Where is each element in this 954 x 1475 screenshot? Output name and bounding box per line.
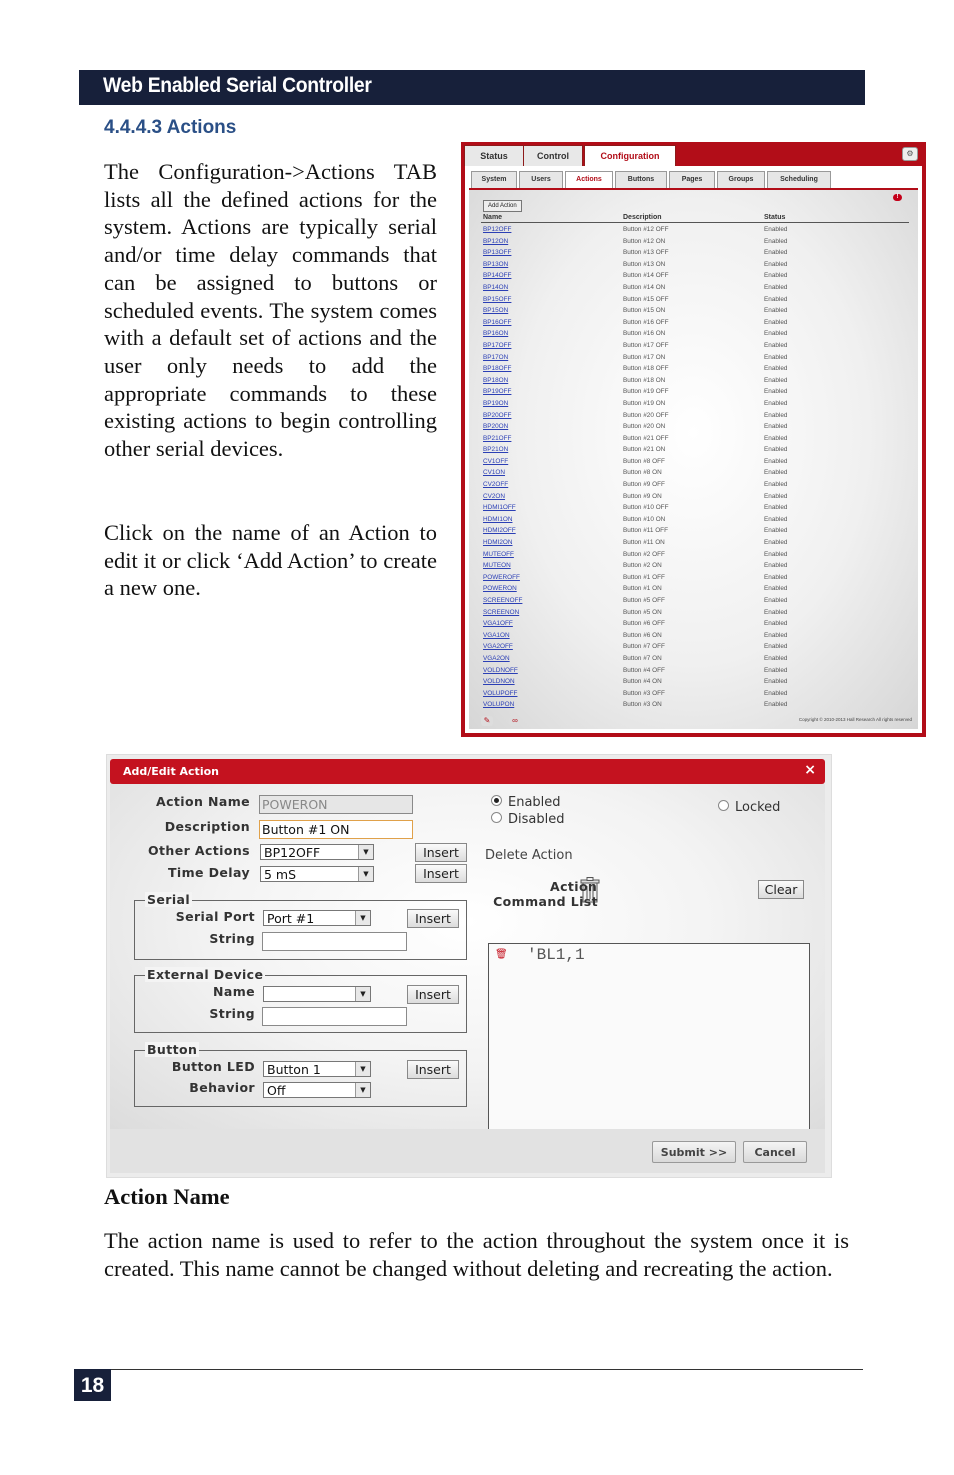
col-description: Description bbox=[623, 214, 662, 221]
table-row bbox=[483, 688, 913, 700]
footer-bar bbox=[469, 713, 918, 729]
action-status: Enabled bbox=[764, 457, 788, 465]
insert-delay-button[interactable]: Insert bbox=[415, 864, 467, 883]
action-description: Button #18 OFF bbox=[623, 365, 669, 373]
behavior-label: Behavior bbox=[189, 1080, 255, 1095]
chevron-down-icon[interactable]: ▼ bbox=[355, 987, 370, 1001]
close-icon[interactable]: × bbox=[804, 762, 816, 778]
action-name-link[interactable]: POWEROFF bbox=[483, 573, 520, 581]
copyright: Copyright © 2010-2013 Hall Research All rights reserved bbox=[798, 717, 912, 722]
table-row bbox=[483, 467, 913, 479]
action-status: Enabled bbox=[764, 678, 788, 686]
action-description: Button #5 ON bbox=[623, 608, 662, 616]
table-row bbox=[483, 699, 913, 711]
action-description: Button #7 OFF bbox=[623, 643, 665, 651]
command-list-box[interactable] bbox=[488, 943, 810, 1137]
action-status: Enabled bbox=[764, 573, 788, 581]
action-description: Button #8 ON bbox=[623, 469, 662, 477]
action-description: Button #18 ON bbox=[623, 376, 666, 384]
action-description: Button #2 ON bbox=[623, 562, 662, 570]
table-row bbox=[483, 537, 913, 549]
action-description: Button #21 OFF bbox=[623, 434, 669, 442]
action-name-link[interactable]: BP16ON bbox=[483, 330, 509, 338]
insert-serial-button[interactable]: Insert bbox=[407, 909, 459, 928]
table-row bbox=[483, 236, 913, 248]
button-led-label: Button LED bbox=[171, 1059, 255, 1074]
action-name-link[interactable]: CV1ON bbox=[483, 469, 506, 477]
serial-legend: Serial bbox=[147, 892, 191, 907]
header-bar bbox=[79, 70, 865, 105]
action-status: Enabled bbox=[764, 365, 788, 373]
action-status: Enabled bbox=[764, 260, 788, 268]
radio-selected-icon[interactable] bbox=[491, 795, 502, 806]
action-status: Enabled bbox=[764, 620, 788, 628]
action-description: Button #3 OFF bbox=[623, 689, 665, 697]
action-status: Enabled bbox=[764, 585, 788, 593]
action-status: Enabled bbox=[764, 689, 788, 697]
action-name-link[interactable]: BP15OFF bbox=[483, 295, 512, 303]
action-status: Enabled bbox=[764, 330, 788, 338]
action-name-link[interactable]: BP18ON bbox=[483, 376, 509, 384]
action-status: Enabled bbox=[764, 550, 788, 558]
action-description: Button #9 OFF bbox=[623, 481, 665, 489]
action-status: Enabled bbox=[764, 318, 788, 326]
subtab-pages[interactable]: Pages bbox=[669, 171, 715, 188]
action-description: Button #16 OFF bbox=[623, 318, 669, 326]
action-status: Enabled bbox=[764, 492, 788, 500]
action-status: Enabled bbox=[764, 295, 788, 303]
radio-icon[interactable] bbox=[718, 800, 729, 811]
table-row bbox=[483, 328, 913, 340]
action-description: Button #6 ON bbox=[623, 631, 662, 639]
alert-icon[interactable]: ! bbox=[893, 194, 902, 201]
action-name-link[interactable]: BP14OFF bbox=[483, 272, 512, 280]
submit-button[interactable]: Submit >> bbox=[652, 1141, 736, 1163]
action-status: Enabled bbox=[764, 434, 788, 442]
locked-radio[interactable] bbox=[718, 800, 780, 815]
table-row bbox=[483, 456, 913, 468]
tab-configuration[interactable]: Configuration bbox=[584, 145, 676, 168]
action-status: Enabled bbox=[764, 353, 788, 361]
action-name-link[interactable]: BP12ON bbox=[483, 237, 509, 245]
table-row bbox=[483, 618, 913, 630]
action-name-link[interactable]: BP15ON bbox=[483, 307, 509, 315]
action-name-link[interactable]: BP16OFF bbox=[483, 318, 512, 326]
action-name-link[interactable]: SCREENOFF bbox=[483, 597, 523, 604]
action-description: Button #20 OFF bbox=[623, 411, 669, 419]
button-led-select[interactable] bbox=[263, 1061, 371, 1077]
behavior-value: Off bbox=[267, 1083, 286, 1098]
serial-port-select[interactable] bbox=[263, 910, 371, 926]
command-list-label-2: Command List bbox=[493, 894, 598, 909]
action-description: Button #19 ON bbox=[623, 399, 666, 407]
action-name-link[interactable]: BP13OFF bbox=[483, 249, 512, 257]
link-icon[interactable]: ∞ bbox=[509, 716, 521, 726]
action-name-link[interactable]: BP20OFF bbox=[483, 411, 512, 419]
action-name-link[interactable]: VGA1ON bbox=[483, 631, 510, 639]
serial-fieldset bbox=[134, 892, 467, 960]
footer-rule bbox=[111, 1369, 863, 1370]
action-description: Button #17 OFF bbox=[623, 341, 669, 349]
table-row bbox=[483, 444, 913, 456]
chevron-down-icon[interactable]: ▼ bbox=[358, 845, 373, 859]
description-label: Description bbox=[164, 819, 250, 834]
command-item[interactable]: 'BL1,1 bbox=[527, 946, 585, 964]
action-description: Button #4 ON bbox=[623, 678, 662, 686]
page-number: 18 bbox=[74, 1369, 111, 1401]
action-name-link[interactable]: BP12OFF bbox=[483, 226, 512, 233]
action-status: Enabled bbox=[764, 283, 788, 291]
config-panel bbox=[465, 166, 922, 733]
action-name-link[interactable]: BP19OFF bbox=[483, 388, 512, 396]
other-actions-label: Other Actions bbox=[148, 843, 250, 858]
action-name-link[interactable]: BP19ON bbox=[483, 399, 509, 407]
table-row bbox=[483, 653, 913, 665]
action-name-link[interactable]: VOLUPOFF bbox=[483, 689, 518, 697]
action-name-link[interactable]: BP18OFF bbox=[483, 365, 512, 373]
action-description: Button #1 OFF bbox=[623, 573, 665, 581]
action-description: Button #19 OFF bbox=[623, 388, 669, 396]
enabled-radio[interactable] bbox=[491, 795, 561, 810]
action-name-link[interactable]: BP14ON bbox=[483, 283, 509, 291]
action-status: Enabled bbox=[764, 666, 788, 674]
action-name-link[interactable]: VOLDNOFF bbox=[483, 666, 518, 674]
other-actions-value: BP12OFF bbox=[264, 845, 321, 860]
action-status: Enabled bbox=[764, 701, 788, 709]
action-status: Enabled bbox=[764, 376, 788, 384]
action-name-link[interactable]: SCREENON bbox=[483, 608, 520, 616]
action-status: Enabled bbox=[764, 411, 788, 419]
table-row bbox=[483, 421, 913, 433]
action-name-link[interactable]: VGA2OFF bbox=[483, 643, 513, 651]
table-row bbox=[483, 676, 913, 688]
action-description: Button #20 ON bbox=[623, 423, 666, 431]
action-description: Button #6 OFF bbox=[623, 620, 665, 628]
action-name-link[interactable]: VOLDNON bbox=[483, 678, 515, 686]
subtab-users[interactable]: Users bbox=[519, 171, 563, 188]
table-row bbox=[483, 560, 913, 572]
action-status: Enabled bbox=[764, 631, 788, 639]
table-row bbox=[483, 479, 913, 491]
action-name-link[interactable]: MUTEON bbox=[483, 562, 511, 570]
table-row bbox=[483, 270, 913, 282]
time-delay-select[interactable] bbox=[260, 866, 374, 882]
col-name: Name bbox=[483, 214, 503, 221]
clear-button[interactable]: Clear bbox=[758, 880, 804, 899]
action-name-link[interactable]: BP17ON bbox=[483, 353, 509, 361]
external-name-label: Name bbox=[213, 984, 255, 999]
serial-port-value: Port #1 bbox=[267, 911, 315, 926]
enabled-label: Enabled bbox=[508, 795, 561, 810]
action-name-link[interactable]: HDMI2ON bbox=[483, 539, 513, 547]
wrench-icon[interactable]: ✎ bbox=[481, 716, 493, 726]
locked-label: Locked bbox=[735, 800, 781, 815]
subtab-system[interactable]: System bbox=[471, 171, 517, 188]
document-title: Web Enabled Serial Controller bbox=[103, 74, 372, 97]
action-name-link[interactable]: BP13ON bbox=[483, 260, 509, 268]
action-status: Enabled bbox=[764, 423, 788, 431]
action-status: Enabled bbox=[764, 527, 788, 535]
action-status: Enabled bbox=[764, 481, 788, 489]
action-name-link[interactable]: HDMI2OFF bbox=[483, 527, 516, 535]
table-row bbox=[483, 352, 913, 364]
radio-icon[interactable] bbox=[491, 812, 502, 823]
disabled-radio[interactable] bbox=[491, 812, 564, 827]
command-list-label-1: Action bbox=[550, 879, 598, 894]
subtab-scheduling[interactable]: Scheduling bbox=[767, 171, 831, 188]
action-name-link[interactable]: HDMI1ON bbox=[483, 515, 513, 523]
action-name-link[interactable]: CV2ON bbox=[483, 492, 506, 500]
action-status: Enabled bbox=[764, 446, 788, 454]
table-row bbox=[483, 491, 913, 503]
action-description: Button #7 ON bbox=[623, 654, 662, 662]
description-input[interactable]: Button #1 ON bbox=[259, 820, 413, 839]
action-description: Button #12 OFF bbox=[623, 226, 669, 233]
action-name-link[interactable]: CV1OFF bbox=[483, 457, 509, 465]
dialog-footer bbox=[110, 1129, 825, 1173]
action-name-link[interactable]: CV2OFF bbox=[483, 481, 509, 489]
action-description: Button #11 OFF bbox=[623, 527, 668, 535]
table-row bbox=[483, 502, 913, 514]
insert-other-action-button[interactable]: Insert bbox=[415, 843, 467, 862]
action-status: Enabled bbox=[764, 272, 788, 280]
table-row bbox=[483, 305, 913, 317]
serial-port-label: Serial Port bbox=[175, 909, 255, 924]
external-fieldset bbox=[134, 967, 467, 1033]
table-row bbox=[483, 317, 913, 329]
instruction-paragraph: Click on the name of an Action to edit it or click ‘Add Action’ to create a new one. bbox=[104, 520, 437, 601]
action-description: Button #21 ON bbox=[623, 446, 666, 454]
table-row bbox=[483, 583, 913, 595]
action-description: Button #16 ON bbox=[623, 330, 666, 338]
table-row bbox=[483, 665, 913, 677]
insert-external-button[interactable]: Insert bbox=[407, 985, 459, 1004]
action-description: Button #10 OFF bbox=[623, 504, 669, 512]
table-row bbox=[483, 607, 913, 619]
chevron-down-icon[interactable]: ▼ bbox=[355, 911, 370, 925]
col-status: Status bbox=[764, 214, 786, 221]
action-description: Button #10 ON bbox=[623, 515, 666, 523]
table-row bbox=[483, 386, 913, 398]
action-description: Button #4 OFF bbox=[623, 666, 665, 674]
action-status: Enabled bbox=[764, 654, 788, 662]
action-description: Button #12 ON bbox=[623, 237, 666, 245]
action-description: Button #2 OFF bbox=[623, 550, 665, 558]
actions-screenshot bbox=[461, 142, 926, 737]
external-name-select[interactable] bbox=[263, 986, 371, 1002]
time-delay-value: 5 mS bbox=[264, 867, 297, 882]
settings-icon[interactable]: ⚙ bbox=[902, 147, 918, 161]
button-led-value: Button 1 bbox=[267, 1062, 321, 1077]
external-string-input[interactable] bbox=[262, 1007, 407, 1026]
table-row bbox=[483, 259, 913, 271]
action-status: Enabled bbox=[764, 237, 788, 245]
delete-command-icon[interactable]: 🗑 bbox=[495, 949, 508, 960]
action-name-paragraph: The action name is used to refer to the action throughout the system once it is created. This name cannot be changed without deleting and recreating the action. bbox=[104, 1228, 849, 1281]
add-edit-dialog bbox=[106, 754, 832, 1178]
action-status: Enabled bbox=[764, 515, 788, 523]
action-name-link[interactable]: MUTEOFF bbox=[483, 550, 514, 558]
table-row bbox=[483, 410, 913, 422]
action-description: Button #15 OFF bbox=[623, 295, 669, 303]
serial-string-label: String bbox=[209, 931, 255, 946]
action-name-label: Action Name bbox=[156, 794, 250, 809]
action-status: Enabled bbox=[764, 539, 788, 547]
intro-paragraph: The Configuration->Actions TAB lists all the defined actions for the system. Actions are typically serial and/or time delay commands that can be assigned to buttons or scheduled events. The system comes with a default set of actions and the user only needs to add the appropriate commands to these existing actions to begin controlling other serial devices. bbox=[104, 159, 437, 462]
table-row bbox=[483, 282, 913, 294]
chevron-down-icon[interactable]: ▼ bbox=[358, 867, 373, 881]
action-name-link[interactable]: BP20ON bbox=[483, 423, 509, 431]
action-status: Enabled bbox=[764, 341, 788, 349]
button-legend: Button bbox=[147, 1042, 198, 1057]
action-description: Button #15 ON bbox=[623, 307, 666, 315]
table-row bbox=[483, 340, 913, 352]
action-description: Button #13 OFF bbox=[623, 249, 669, 257]
table-row bbox=[483, 572, 913, 584]
action-description: Button #3 ON bbox=[623, 701, 662, 709]
table-row bbox=[483, 398, 913, 410]
button-fieldset bbox=[134, 1042, 467, 1107]
actions-list bbox=[483, 224, 913, 711]
table-header-line bbox=[481, 222, 909, 223]
action-description: Button #8 OFF bbox=[623, 457, 665, 465]
table-row bbox=[483, 294, 913, 306]
action-name-link[interactable]: BP21ON bbox=[483, 446, 509, 454]
add-action-button[interactable]: Add Action bbox=[483, 200, 522, 212]
table-row bbox=[483, 363, 913, 375]
action-status: Enabled bbox=[764, 388, 788, 396]
other-actions-select[interactable] bbox=[260, 844, 374, 860]
action-description: Button #9 ON bbox=[623, 492, 662, 500]
cancel-button[interactable]: Cancel bbox=[743, 1141, 807, 1163]
table-row bbox=[483, 224, 913, 236]
table-row bbox=[483, 525, 913, 537]
action-name-link[interactable]: VGA2ON bbox=[483, 654, 510, 662]
chevron-down-icon[interactable]: ▼ bbox=[355, 1062, 370, 1076]
tab-status[interactable]: Status bbox=[464, 145, 524, 166]
action-status: Enabled bbox=[764, 562, 788, 570]
table-row bbox=[483, 514, 913, 526]
time-delay-label: Time Delay bbox=[167, 865, 250, 880]
action-name-link[interactable]: POWERON bbox=[483, 585, 517, 593]
action-status: Enabled bbox=[764, 597, 788, 604]
action-status: Enabled bbox=[764, 643, 788, 651]
dialog-title: Add/Edit Action bbox=[123, 765, 219, 778]
actions-content bbox=[469, 190, 918, 729]
action-description: Button #1 ON bbox=[623, 585, 662, 593]
action-status: Enabled bbox=[764, 504, 788, 512]
action-name-link[interactable]: VGA1OFF bbox=[483, 620, 513, 628]
subtab-groups[interactable]: Groups bbox=[717, 171, 765, 188]
action-status: Enabled bbox=[764, 608, 788, 616]
dialog-header bbox=[110, 759, 825, 784]
action-status: Enabled bbox=[764, 399, 788, 407]
action-name-link[interactable]: BP21OFF bbox=[483, 434, 512, 442]
action-description: Button #11 ON bbox=[623, 539, 665, 547]
table-row bbox=[483, 595, 913, 607]
external-string-label: String bbox=[209, 1006, 255, 1021]
action-status: Enabled bbox=[764, 226, 788, 233]
action-description: Button #14 ON bbox=[623, 283, 666, 291]
action-name-input[interactable]: POWERON bbox=[259, 795, 413, 814]
table-row bbox=[483, 549, 913, 561]
action-name-link[interactable]: VOLUPON bbox=[483, 701, 515, 709]
insert-button-button[interactable]: Insert bbox=[407, 1060, 459, 1079]
behavior-select[interactable] bbox=[263, 1082, 371, 1098]
action-status: Enabled bbox=[764, 307, 788, 315]
tab-control[interactable]: Control bbox=[523, 145, 583, 166]
serial-string-input[interactable] bbox=[262, 932, 407, 951]
table-row bbox=[483, 630, 913, 642]
subtab-actions[interactable]: Actions bbox=[565, 171, 613, 189]
action-description: Button #14 OFF bbox=[623, 272, 669, 280]
chevron-down-icon[interactable]: ▼ bbox=[355, 1083, 370, 1097]
action-description: Button #17 ON bbox=[623, 353, 666, 361]
table-row bbox=[483, 641, 913, 653]
action-status: Enabled bbox=[764, 469, 788, 477]
dialog-body bbox=[110, 784, 825, 1129]
action-description: Button #13 ON bbox=[623, 260, 666, 268]
action-description: Button #5 OFF bbox=[623, 597, 665, 604]
action-status: Enabled bbox=[764, 249, 788, 257]
table-row bbox=[483, 375, 913, 387]
disabled-label: Disabled bbox=[508, 812, 565, 827]
external-legend: External Device bbox=[147, 967, 264, 982]
action-name-link[interactable]: BP17OFF bbox=[483, 341, 512, 349]
section-heading: 4.4.4.3 Actions bbox=[104, 117, 237, 138]
action-name-heading: Action Name bbox=[104, 1184, 230, 1209]
table-row bbox=[483, 433, 913, 445]
subtab-buttons[interactable]: Buttons bbox=[615, 171, 667, 188]
delete-action-link[interactable]: Delete Action bbox=[485, 848, 573, 863]
action-name-link[interactable]: HDMI1OFF bbox=[483, 504, 516, 512]
table-row bbox=[483, 247, 913, 259]
